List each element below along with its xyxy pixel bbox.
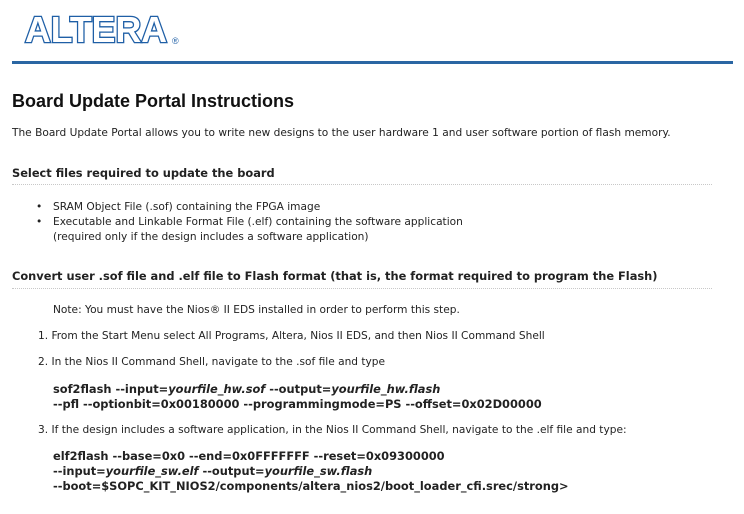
code-line: --input=yourfile_sw.elf --output=yourfile_sw.flash (53, 464, 373, 478)
code-line: elf2flash --base=0x0 --end=0x0FFFFFFF --reset=0x09300000 (53, 449, 445, 463)
code-line: sof2flash --input=yourfile_hw.sof --output=yourfile_hw.flash (53, 382, 441, 396)
step-1: 1. From the Start Menu select All Programs, Altera, Nios II EDS, and then Nios II Command Shell (38, 330, 545, 342)
section-heading-convert: Convert user .sof file and .elf file to Flash format (that is, the format required to program the Flash) (12, 269, 658, 283)
altera-logo (24, 12, 184, 46)
code-line: --pfl --optionbit=0x00180000 --programmingmode=PS --offset=0x02D00000 (53, 397, 542, 411)
step-3: 3. If the design includes a software application, in the Nios II Command Shell, navigate to the .elf file and type: (38, 424, 627, 436)
section-divider (12, 288, 712, 289)
intro-text: The Board Update Portal allows you to write new designs to the user hardware 1 and user software portion of flash memory. (12, 127, 671, 139)
section-divider (12, 184, 712, 185)
list-item (36, 216, 463, 228)
note-text: Note: You must have the Nios® II EDS installed in order to perform this step. (53, 304, 460, 316)
bullet-icon: • (36, 216, 43, 228)
list-item-label: Executable and Linkable Format File (.elf) containing the software application (53, 216, 463, 228)
list-item (36, 201, 321, 213)
section-heading-select-files: Select files required to update the board (12, 166, 275, 180)
registered-mark: ® (172, 36, 179, 46)
header-rule (12, 61, 733, 64)
list-item-label: SRAM Object File (.sof) containing the FPGA image (53, 201, 321, 213)
code-line: --boot=$SOPC_KIT_NIOS2/components/altera_nios2/boot_loader_cfi.srec/strong> (53, 479, 569, 493)
altera-logo-text: ALTERA (25, 12, 167, 46)
page-title: Board Update Portal Instructions (12, 91, 295, 111)
step-2: 2. In the Nios II Command Shell, navigate to the .sof file and type (38, 356, 386, 368)
list-item-note: (required only if the design includes a software application) (53, 231, 369, 243)
bullet-icon: • (36, 201, 43, 213)
